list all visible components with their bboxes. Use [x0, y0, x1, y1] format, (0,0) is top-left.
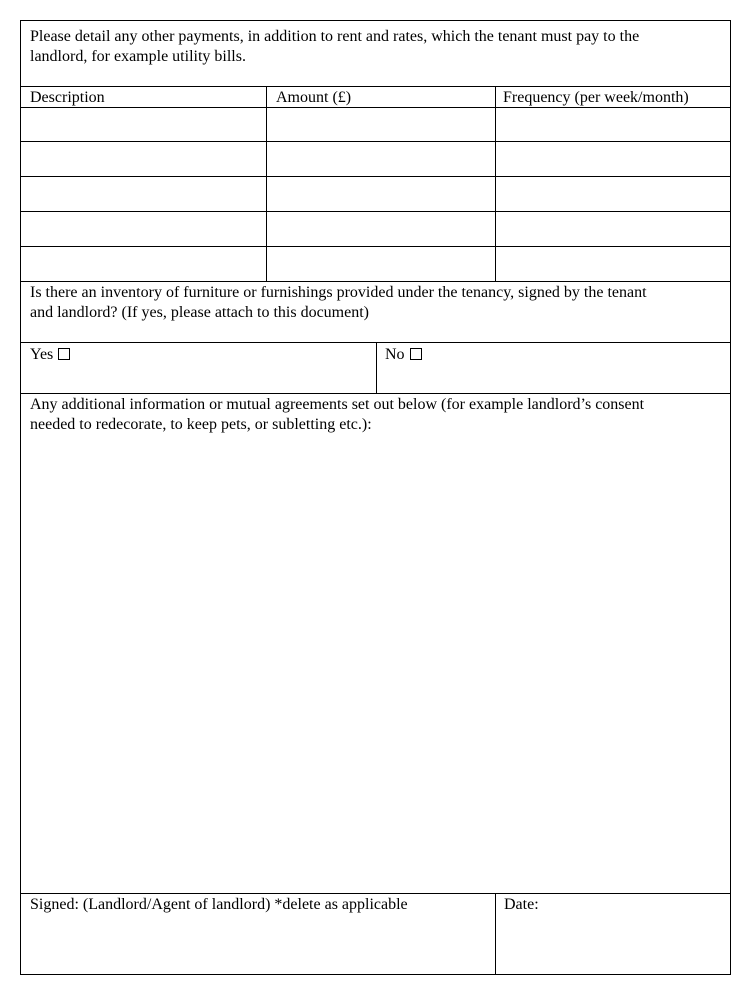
- divider: [21, 393, 730, 394]
- payment-amount-cell[interactable]: [267, 212, 495, 246]
- header-frequency: Frequency (per week/month): [503, 89, 689, 106]
- date-label: Date:: [504, 896, 539, 913]
- no-label: No: [385, 346, 405, 363]
- payment-frequency-cell[interactable]: [496, 177, 730, 211]
- form-frame: [20, 20, 731, 975]
- signed-label: Signed: (Landlord/Agent of landlord) *delete as applicable: [30, 896, 408, 913]
- header-description: Description: [30, 89, 105, 106]
- payment-frequency-cell[interactable]: [496, 142, 730, 176]
- payment-amount-cell[interactable]: [267, 142, 495, 176]
- additional-info-area[interactable]: [21, 437, 730, 893]
- divider: [21, 86, 730, 87]
- additional-info-prompt-line-1: Any additional information or mutual agreements set out below (for example landlord’s consent: [30, 396, 645, 413]
- column-divider: [376, 342, 377, 393]
- payment-description-cell[interactable]: [21, 108, 266, 141]
- divider: [21, 281, 730, 282]
- payment-frequency-cell[interactable]: [496, 212, 730, 246]
- payment-description-cell[interactable]: [21, 247, 266, 281]
- yes-checkbox[interactable]: [58, 348, 70, 360]
- signature-field[interactable]: [21, 917, 495, 974]
- header-amount: Amount (£): [276, 89, 352, 106]
- inventory-question-line-2: and landlord? (If yes, please attach to this document): [30, 304, 369, 321]
- payment-frequency-cell[interactable]: [496, 247, 730, 281]
- payment-amount-cell[interactable]: [267, 177, 495, 211]
- payments-prompt-line-1: Please detail any other payments, in addition to rent and rates, which the tenant must pay to the: [30, 28, 640, 45]
- no-checkbox[interactable]: [410, 348, 422, 360]
- no-option[interactable]: [385, 345, 422, 365]
- payment-amount-cell[interactable]: [267, 247, 495, 281]
- payment-description-cell[interactable]: [21, 177, 266, 211]
- payment-description-cell[interactable]: [21, 212, 266, 246]
- yes-option[interactable]: [30, 345, 70, 365]
- payment-amount-cell[interactable]: [267, 108, 495, 141]
- payment-frequency-cell[interactable]: [496, 108, 730, 141]
- date-field[interactable]: [496, 917, 730, 974]
- additional-info-prompt-line-2: needed to redecorate, to keep pets, or subletting etc.):: [30, 416, 372, 433]
- yes-label: Yes: [30, 346, 54, 363]
- payments-prompt-line-2: landlord, for example utility bills.: [30, 48, 246, 65]
- inventory-question-line-1: Is there an inventory of furniture or furnishings provided under the tenancy, signed by the tenant: [30, 284, 647, 301]
- divider: [21, 893, 730, 894]
- payment-description-cell[interactable]: [21, 142, 266, 176]
